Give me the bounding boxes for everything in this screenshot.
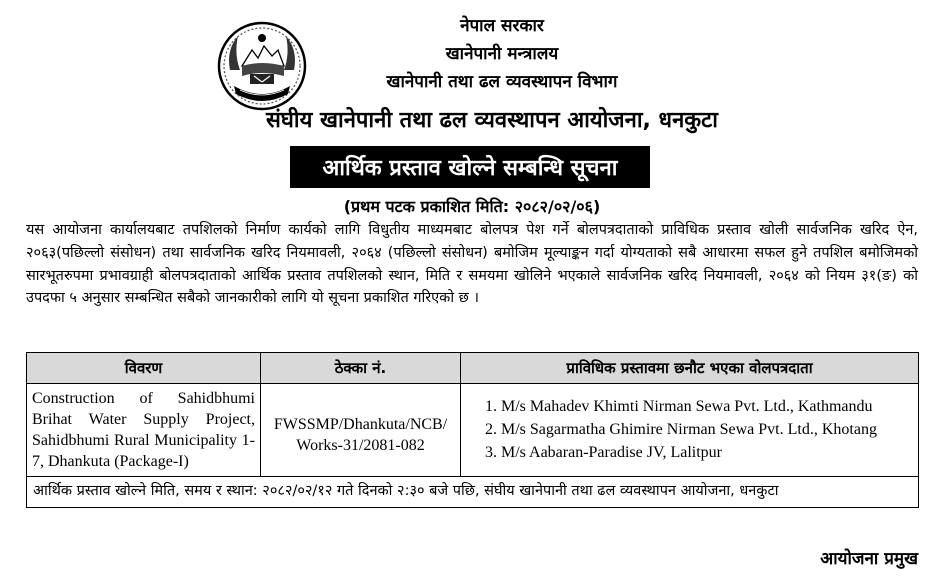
header-description: विवरण <box>27 353 261 384</box>
cell-description: Construction of Sahidbhumi Brihat Water Supply Project, Sahidbhumi Rural Municipality 1-7, Dhankuta (Package-I) <box>27 384 261 477</box>
table-footer-row <box>27 477 919 508</box>
bidder-list <box>465 396 914 463</box>
table-row <box>27 384 919 477</box>
notice-title <box>290 146 650 188</box>
published-date: (प्रथम पटक प्रकाशित मिति: २०८२/०२/०६) <box>343 197 601 216</box>
notice-body: यस आयोजना कार्यालयबाट तपशिलको निर्माण कार्यको लागि विधुतीय माध्यमबाट बोलपत्र पेश गर्ने बोलपत्रदाताको प्राविधिक प्रस्ताव खोली सार्वजनिक खरिद ऐन, २०६३(पछिल्लो संसोधन) तथा सार्वजनिक खरिद नियमावली, २०६४ (पछिल्लो संसोधन) बमोजिम मूल्याङ्कन गर्दा योग्यताको सबै आधारमा सफल हुने तपशिल बमोजिमको सारभूतरुपमा प्रभावग्राही बोलपत्रदाताको आर्थिक प्रस्ताव तपशिलको स्थान, मिति र समयमा खोलिने भएकाले सार्वजनिक खरिद नियमावली, २०६४ को नियम ३१(ङ) को उपदफा ५ अनुसार सम्बन्धित सबैको जानकारीको लागि यो सूचना प्रकाशित गरिएको छ । <box>26 222 918 307</box>
bid-table <box>26 352 919 508</box>
department-name: खानेपानी तथा ढल व्यवस्थापन विभाग <box>386 72 618 92</box>
table-header-row <box>27 353 919 384</box>
ministry-name: खानेपानी मन्त्रालय <box>445 44 559 64</box>
header-bidders: प्राविधिक प्रस्तावमा छनौट भएका वोलपत्रदाता <box>461 353 919 384</box>
list-item: 2. M/s Sagarmatha Ghimire Nirman Sewa Pvt. Ltd., Khotang <box>501 419 914 440</box>
header-contract-no: ठेक्का नं. <box>261 353 461 384</box>
cell-bidders <box>461 384 919 477</box>
signer-title: आयोजना प्रमुख <box>820 549 918 569</box>
list-item: 1. M/s Mahadev Khimti Nirman Sewa Pvt. Ltd., Kathmandu <box>501 396 914 417</box>
cell-contract-no: FWSSMP/Dhankuta/NCB/ Works-31/2081-082 <box>261 384 461 477</box>
list-item: 3. M/s Aabaran-Paradise JV, Lalitpur <box>501 442 914 463</box>
notice-title-text: आर्थिक प्रस्ताव खोल्ने सम्बन्धि सूचना <box>322 156 618 181</box>
opening-details: आर्थिक प्रस्ताव खोल्ने मिति, समय र स्थान: २०८२/०२/१२ गते दिनको २:३० बजे पछि, संघीय खानेपानी तथा ढल व्यवस्थापन आयोजना, धनकुटा <box>27 477 919 508</box>
government-name: नेपाल सरकार <box>460 16 544 36</box>
office-name: संघीय खानेपानी तथा ढल व्यवस्थापन आयोजना, धनकुटा <box>266 108 718 133</box>
